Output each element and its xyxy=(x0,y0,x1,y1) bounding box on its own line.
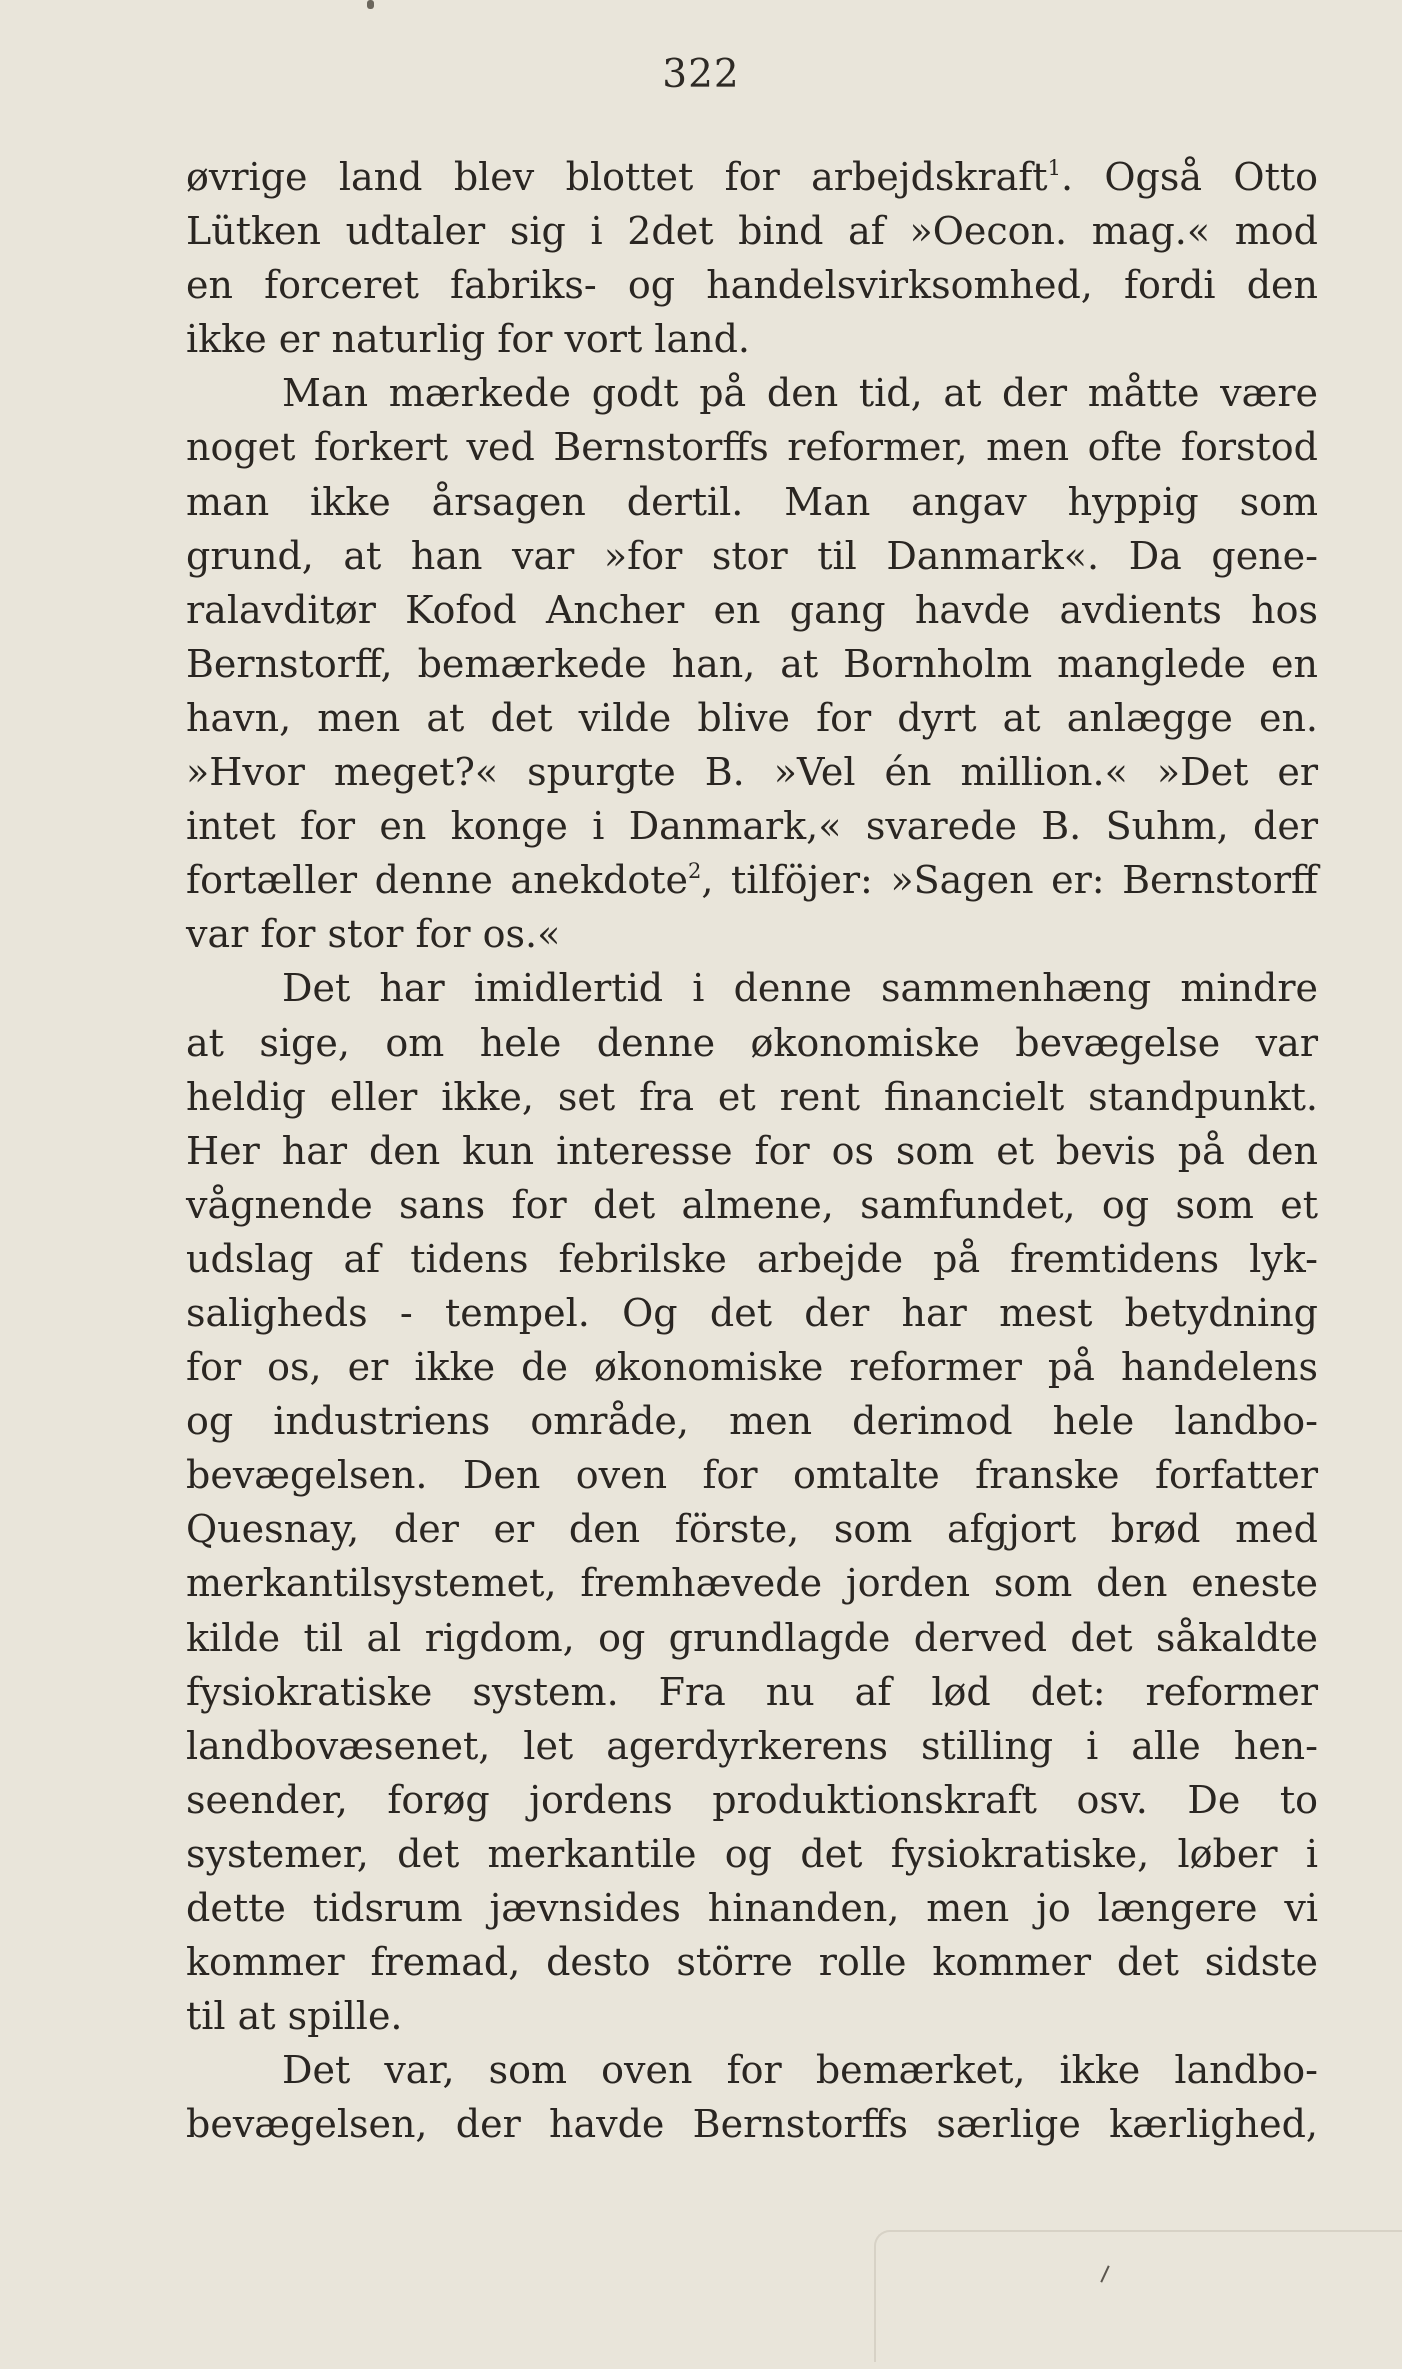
text-line: Lütken udtaler sig i 2det bind af »Oecon. mag.« mod xyxy=(186,209,1318,254)
text-line: Det var, som oven for bemærket, ikke landbo- xyxy=(282,2048,1318,2093)
paper-speck xyxy=(367,0,374,9)
text-line: ralavditør Kofod Ancher en gang havde avdients hos xyxy=(186,587,1318,632)
text-line: bevægelsen. Den oven for omtalte franske forfatter xyxy=(186,1453,1318,1498)
text-line: heldig eller ikke, set fra et rent financielt standpunkt. xyxy=(186,1074,1318,1119)
text-line: merkantilsystemet, fremhævede jorden som den eneste xyxy=(186,1561,1318,1606)
text-line: man ikke årsagen dertil. Man angav hyppig som xyxy=(186,479,1318,524)
text-line: havn, men at det vilde blive for dyrt at anlægge en. xyxy=(186,695,1318,740)
footnote-mark: 2 xyxy=(688,859,702,884)
text-line: systemer, det merkantile og det fysiokratiske, løber i xyxy=(186,1831,1318,1876)
text-line: Bernstorff, bemærkede han, at Bornholm manglede en xyxy=(186,641,1318,686)
text-line: »Hvor meget?« spurgte B. »Vel én million.« »Det er xyxy=(186,750,1318,795)
text-line: fortæller denne anekdote$^2$, tilföjer: »Sagen er: Bernstorff xyxy=(186,858,1318,903)
text-line: en forceret fabriks- og handelsvirksomhed, fordi den xyxy=(186,263,1318,308)
text-line: bevægelsen, der havde Bernstorffs særlige kærlighed, xyxy=(186,2102,1318,2147)
text-line: intet for en konge i Danmark,« svarede B. Suhm, der xyxy=(186,804,1318,849)
text-line: grund, at han var »for stor til Danmark«. Da gene- xyxy=(186,533,1318,578)
text-line: udslag af tidens febrilske arbejde på fremtidens lyk- xyxy=(186,1236,1318,1281)
text-line: saligheds - tempel. Og det der har mest betydning xyxy=(186,1290,1318,1335)
text-line: til at spille. xyxy=(186,1994,403,2039)
text-line: seender, forøg jordens produktionskraft osv. De to xyxy=(186,1777,1318,1822)
text-line: noget forkert ved Bernstorffs reformer, men ofte forstod xyxy=(186,425,1318,470)
text-line: kommer fremad, desto större rolle kommer det sidste xyxy=(186,1940,1318,1985)
text-line: øvrige land blev blottet for arbejdskraft$^1$. Også Otto xyxy=(186,155,1318,199)
text-line: og industriens område, men derimod hele landbo- xyxy=(186,1399,1318,1444)
text-line: fysiokratiske system. Fra nu af lød det: reformer xyxy=(186,1669,1318,1714)
text-line: at sige, om hele denne økonomiske bevægelse var xyxy=(186,1020,1318,1065)
text-line: kilde til al rigdom, og grundlagde derved det såkaldte xyxy=(186,1615,1318,1660)
footnote-mark: 1 xyxy=(1047,156,1061,180)
text-line: ikke er naturlig for vort land. xyxy=(186,317,750,362)
text-line: var for stor for os.« xyxy=(186,912,561,957)
text-line: dette tidsrum jævnsides hinanden, men jo længere vi xyxy=(186,1886,1318,1930)
text-line: Quesnay, der er den förste, som afgjort brød med xyxy=(186,1507,1318,1552)
text-line: Man mærkede godt på den tid, at der måtte være xyxy=(282,371,1318,416)
page-number: 322 xyxy=(662,52,740,97)
text-line: Her har den kun interesse for os som et bevis på den xyxy=(186,1128,1318,1173)
text-line: vågnende sans for det almene, samfundet, og som et xyxy=(186,1182,1318,1227)
body-text xyxy=(186,150,1318,2151)
text-line: Det har imidlertid i denne sammenhæng mindre xyxy=(282,966,1318,1011)
text-line: for os, er ikke de økonomiske reformer på handelens xyxy=(186,1345,1318,1390)
page-edge-mark xyxy=(874,2230,1402,2362)
text-line: landbovæsenet, let agerdyrkerens stilling i alle hen- xyxy=(186,1723,1318,1768)
